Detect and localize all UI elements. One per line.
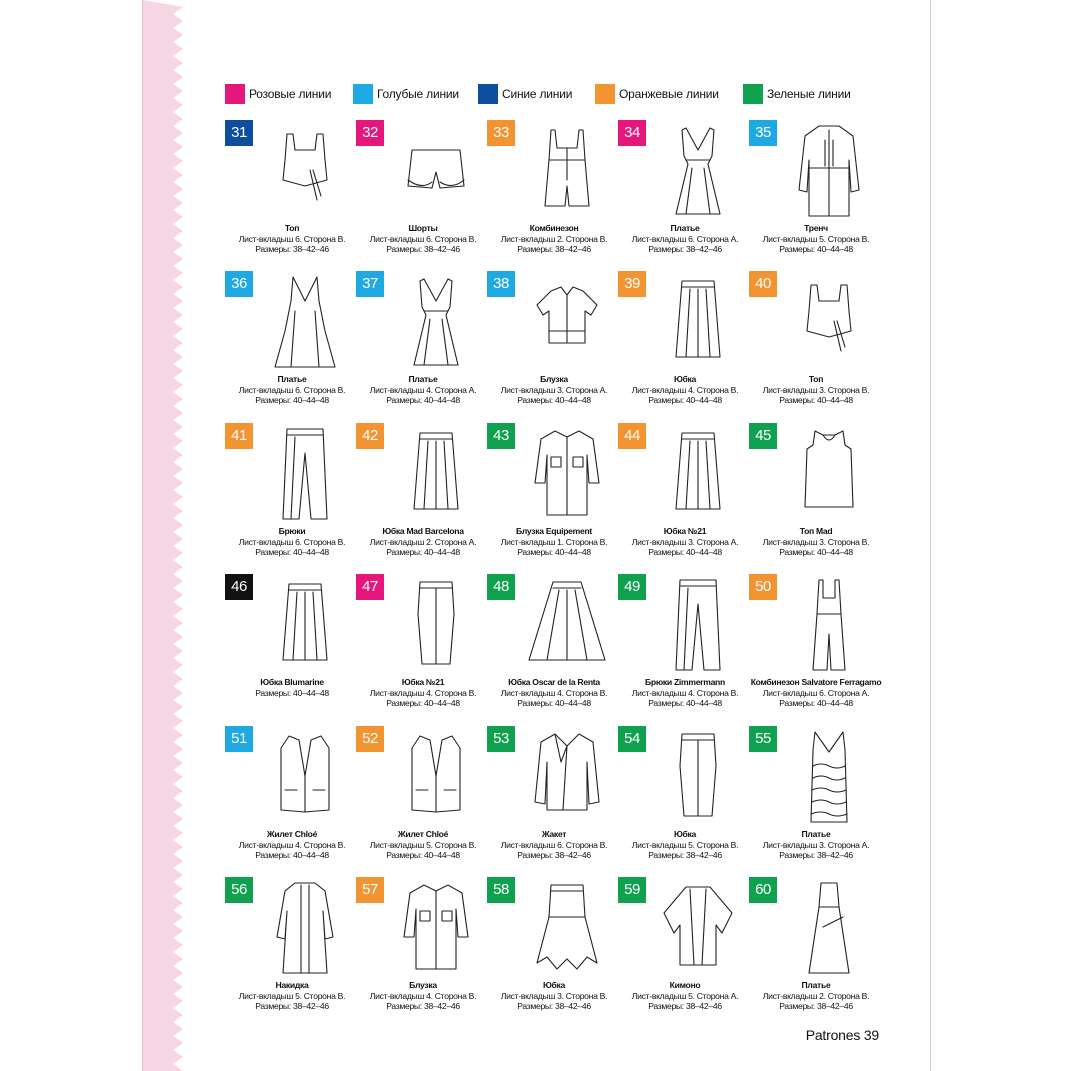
item-sheet-info: Лист-вкладыш 6. Сторона А. [631,233,739,244]
item-sheet-info: Лист-вкладыш 3. Сторона В. [500,990,608,1001]
skirt-icon [255,574,355,674]
item-title: Платье [801,829,831,839]
legend-item-lightblue [353,83,459,105]
item-title: Брюки Zimmermann [645,677,725,687]
item-sheet-info: Лист-вкладыш 3. Сторона А. [631,536,739,547]
item-number-badge: 36 [225,271,253,297]
pink-zigzag-border [143,0,187,1071]
item-sheet-info: Лист-вкладыш 3. Сторона В. [762,384,870,395]
item-title: Юбка Mad Barcelona [382,526,464,536]
garment-item [225,574,355,724]
item-title: Кимоно [669,980,701,990]
item-title: Платье [277,374,307,384]
item-sheet-info: Лист-вкладыш 6. Сторона В. [500,839,608,850]
item-title: Топ Mad [799,526,833,536]
item-number-badge: 57 [356,877,384,903]
item-sizes: Размеры: 38–42–46 [779,850,853,861]
item-number-badge: 31 [225,120,253,146]
dress-icon [648,120,748,220]
item-number-badge: 32 [356,120,384,146]
item-sheet-info: Лист-вкладыш 3. Сторона А. [500,384,608,395]
shirt-icon [517,423,617,523]
garment-item [356,120,486,270]
legend-item-orange [595,83,719,105]
page-footer: Patrones 39 [805,1027,879,1043]
item-number-badge: 51 [225,726,253,752]
pencil-skirt-icon [648,726,748,826]
item-sizes: Размеры: 38–42–46 [517,1001,591,1012]
item-sizes: Размеры: 40–44–48 [386,698,460,709]
item-number-badge: 37 [356,271,384,297]
item-number-badge: 46 [225,574,253,600]
garment-item [749,120,879,270]
item-sizes: Размеры: 40–44–48 [648,698,722,709]
halter-dress-icon [255,271,355,371]
item-caption [737,980,895,1012]
item-title: Тренч [804,223,828,233]
garment-item [618,726,748,876]
item-sheet-info: Лист-вкладыш 3. Сторона В. [762,536,870,547]
coat-icon [255,877,355,977]
item-title: Брюки [278,526,306,536]
item-sizes: Размеры: 40–44–48 [386,850,460,861]
garment-item [225,423,355,573]
pink-swatch [225,84,245,104]
item-sheet-info: Лист-вкладыш 6. Сторона В. [238,536,346,547]
item-title: Юбка [673,374,697,384]
legend-item-blue [478,83,572,105]
item-sizes: Размеры: 40–44–48 [255,547,329,558]
item-sizes: Размеры: 40–44–48 [255,850,329,861]
trench-icon [779,120,879,220]
item-number-badge: 35 [749,120,777,146]
garment-item [225,271,355,421]
kimono-icon [648,877,748,977]
legend-label: Розовые линии [249,87,332,101]
item-sizes: Размеры: 38–42–46 [255,1001,329,1012]
jumpsuit-icon [779,574,879,674]
skirt-icon [648,423,748,523]
item-sheet-info: Лист-вкладыш 3. Сторона А. [762,839,870,850]
garment-item [225,877,355,1027]
item-title: Накидка [275,980,309,990]
garment-item [749,423,879,573]
garment-item [487,423,617,573]
item-sizes: Размеры: 38–42–46 [648,244,722,255]
item-sizes: Размеры: 40–44–48 [648,395,722,406]
item-number-badge: 40 [749,271,777,297]
blouse-icon [517,271,617,371]
garment-item [487,726,617,876]
item-number-badge: 56 [225,877,253,903]
item-sizes: Размеры: 38–42–46 [648,1001,722,1012]
item-sizes: Размеры: 40–44–48 [517,698,591,709]
item-title: Юбка [673,829,697,839]
garment-item [487,574,617,724]
item-sheet-info: Лист-вкладыш 4. Сторона В. [369,990,477,1001]
item-sizes: Размеры: 40–44–48 [648,547,722,558]
item-sheet-info: Лист-вкладыш 6. Сторона А. [762,687,870,698]
item-sheet-info: Лист-вкладыш 4. Сторона В. [369,687,477,698]
legend-label: Синие линии [502,87,573,101]
legend-item-pink [225,83,331,105]
item-sheet-info: Лист-вкладыш 5. Сторона В. [369,839,477,850]
item-number-badge: 39 [618,271,646,297]
item-sheet-info: Лист-вкладыш 4. Сторона В. [500,687,608,698]
jacket-icon [517,726,617,826]
item-sizes: Размеры: 40–44–48 [255,395,329,406]
item-sizes: Размеры: 38–42–46 [648,850,722,861]
item-number-badge: 58 [487,877,515,903]
item-title: Жакет [541,829,567,839]
item-sheet-info: Размеры: 40–44–48 [255,687,329,698]
item-title: Топ [284,223,300,233]
garment-item [356,423,486,573]
item-sizes: Размеры: 40–44–48 [386,395,460,406]
item-title: Блузка [409,980,437,990]
sleeveless-top-icon [779,423,879,523]
item-sheet-info: Лист-вкладыш 4. Сторона В. [631,687,739,698]
garment-item [618,877,748,1027]
slip-dress-icon [779,877,879,977]
item-number-badge: 54 [618,726,646,752]
item-caption [737,223,895,255]
item-number-badge: 47 [356,574,384,600]
item-sizes: Размеры: 40–44–48 [517,395,591,406]
garment-item [749,271,879,421]
item-number-badge: 45 [749,423,777,449]
garment-item [749,726,879,876]
garment-item [356,574,486,724]
item-sheet-info: Лист-вкладыш 1. Сторона В. [500,536,608,547]
item-number-badge: 41 [225,423,253,449]
garment-item [225,120,355,270]
knit-dress-icon [779,726,879,826]
item-title: Жилет Chloé [397,829,449,839]
item-sheet-info: Лист-вкладыш 2. Сторона В. [500,233,608,244]
garment-item [356,877,486,1027]
item-title: Юбка №21 [663,526,707,536]
full-skirt-icon [517,574,617,674]
item-number-badge: 34 [618,120,646,146]
item-number-badge: 59 [618,877,646,903]
item-sizes: Размеры: 40–44–48 [386,547,460,558]
item-title: Юбка Oscar de la Renta [508,677,600,687]
item-sizes: Размеры: 38–42–46 [255,244,329,255]
garment-item [487,120,617,270]
item-sheet-info: Лист-вкладыш 2. Сторона А. [369,536,477,547]
dress-icon [386,271,486,371]
item-sizes: Размеры: 40–44–48 [517,547,591,558]
ruffle-skirt-icon [517,877,617,977]
romper-icon [517,120,617,220]
garment-item [356,726,486,876]
garment-item [487,271,617,421]
item-title: Топ [808,374,824,384]
item-title: Блузка Equipement [515,526,592,536]
blue-swatch [478,84,498,104]
item-sheet-info: Лист-вкладыш 4. Сторона В. [631,384,739,395]
item-title: Комбинезон [529,223,579,233]
item-sizes: Размеры: 40–44–48 [779,244,853,255]
item-number-badge: 42 [356,423,384,449]
legend-label: Оранжевые линии [619,87,719,101]
item-sizes: Размеры: 40–44–48 [779,547,853,558]
item-number-badge: 49 [618,574,646,600]
garment-item [225,726,355,876]
top-icon [779,271,879,371]
item-number-badge: 33 [487,120,515,146]
legend-label: Зеленые линии [767,87,851,101]
top-icon [255,120,355,220]
item-number-badge: 38 [487,271,515,297]
skirt-icon [648,271,748,371]
item-number-badge: 43 [487,423,515,449]
item-number-badge: 60 [749,877,777,903]
item-title: Платье [408,374,438,384]
item-sheet-info: Лист-вкладыш 6. Сторона В. [238,384,346,395]
item-caption [737,374,895,406]
garment-item [356,271,486,421]
item-sheet-info: Лист-вкладыш 6. Сторона В. [369,233,477,244]
item-sizes: Размеры: 40–44–48 [779,395,853,406]
legend-label: Голубые линии [377,87,459,101]
item-sizes: Размеры: 38–42–46 [517,244,591,255]
item-title: Комбинезон Salvatore Ferragamo [750,677,882,687]
item-number-badge: 52 [356,726,384,752]
garment-item [749,877,879,1027]
item-title: Юбка №21 [401,677,445,687]
item-sizes: Размеры: 38–42–46 [517,850,591,861]
item-title: Платье [670,223,700,233]
garment-item [618,271,748,421]
garment-item [618,574,748,724]
legend-item-green [743,83,851,105]
item-number-badge: 53 [487,726,515,752]
item-sizes: Размеры: 38–42–46 [779,1001,853,1012]
item-sizes: Размеры: 38–42–46 [386,1001,460,1012]
item-sheet-info: Лист-вкладыш 4. Сторона А. [369,384,477,395]
item-title: Жилет Chloé [266,829,318,839]
vest-icon [386,726,486,826]
item-number-badge: 50 [749,574,777,600]
color-legend [225,83,865,105]
garment-item [618,423,748,573]
item-sheet-info: Лист-вкладыш 5. Сторона В. [762,233,870,244]
orange-swatch [595,84,615,104]
item-sheet-info: Лист-вкладыш 5. Сторона А. [631,990,739,1001]
item-sizes: Размеры: 40–44–48 [779,698,853,709]
garment-item [618,120,748,270]
shorts-icon [386,120,486,220]
item-caption [737,677,895,709]
trousers-icon [255,423,355,523]
trousers-icon [648,574,748,674]
vest-icon [255,726,355,826]
item-title: Платье [801,980,831,990]
item-sheet-info: Лист-вкладыш 5. Сторона В. [631,839,739,850]
item-title: Юбка [542,980,566,990]
item-title: Шорты [408,223,438,233]
item-sheet-info: Лист-вкладыш 4. Сторона В. [238,839,346,850]
item-caption [737,526,895,558]
item-sizes: Размеры: 38–42–46 [386,244,460,255]
lightblue-swatch [353,84,373,104]
item-title: Юбка Blumarine [260,677,324,687]
garment-item [487,877,617,1027]
item-caption [737,829,895,861]
item-number-badge: 55 [749,726,777,752]
item-sheet-info: Лист-вкладыш 6. Сторона В. [238,233,346,244]
item-sheet-info: Лист-вкладыш 2. Сторона В. [762,990,870,1001]
item-sheet-info: Лист-вкладыш 5. Сторона В. [238,990,346,1001]
green-swatch [743,84,763,104]
item-number-badge: 44 [618,423,646,449]
shirt-icon [386,877,486,977]
item-title: Блузка [540,374,568,384]
skirt-icon [386,423,486,523]
pencil-skirt-icon [386,574,486,674]
garment-item [749,574,882,724]
item-number-badge: 48 [487,574,515,600]
